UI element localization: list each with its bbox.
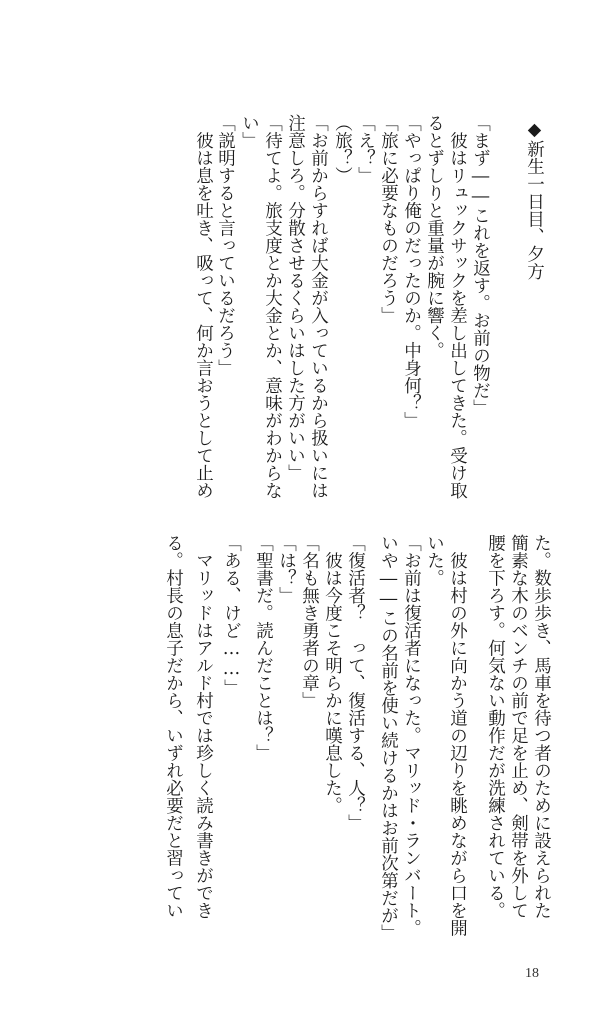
text-line: 彼は村の外に向かう道の辺りを眺めながら口を開 [447,534,468,937]
text-line: マリッドはアルド村では珍しく読み書きができ [193,534,214,919]
text-line: いた。 [424,534,445,587]
text-line: る。村長の息子だから、いずれ必要だと習ってい [163,534,184,919]
section-heading: ◆新生一日目、夕方 [524,120,545,280]
text-line: 「まず――これを返す。お前の物だ」 [470,114,491,417]
text-line: 「ある、けど……」 [221,534,242,697]
text-line: 「聖書だ。読んだことは？」 [253,534,274,762]
text-line: 「お前からすれば大金が入っているから扱いには [308,114,329,499]
text-line: 腰を下ろす。何気ない動作だが洗練されている。 [485,534,506,919]
text-line: 彼は息を吐き、吸って、何か言おうとして止め [193,114,214,499]
text-line: いや――この名前を使い続けるかはお前次第だが」 [378,534,399,942]
text-line: （旅？） [332,114,353,184]
text-line: た。数歩歩き、馬車を待つ者のために設えられた [531,534,552,919]
text-line: 「復活者？ って、復活する、人？」 [345,534,366,832]
text-line: 「名も無き勇者の章」 [299,534,320,709]
text-line: 「え？」 [355,114,376,184]
text-line: 彼はリュックサックを差し出してきた。受け取 [447,114,468,499]
text-line: 「やっぱり俺のだったのか。中身何？」 [401,114,422,429]
text-line: 「説明すると言っているだろう」 [215,114,236,377]
text-line: 注意しろ。分散させるくらいはした方がいい」 [285,114,306,482]
text-line: 彼は今度こそ明らかに嘆息した。 [322,534,343,814]
text-line: 「待てよ。旅支度とか大金とか、意味がわからな [262,114,283,499]
text-line: 「は？」 [276,534,297,604]
text-line: 「旅に必要なものだろう」 [378,114,399,324]
text-line: 簡素な木のベンチの前で足を止め、剣帯を外して [508,534,529,919]
text-line: 「お前は復活者になった。マリッド・ランバート。 [401,534,422,937]
page-number: 18 [525,966,539,981]
text-line: い」 [239,114,260,149]
text-line: るとずしりと重量が腕に響く。 [424,114,445,359]
